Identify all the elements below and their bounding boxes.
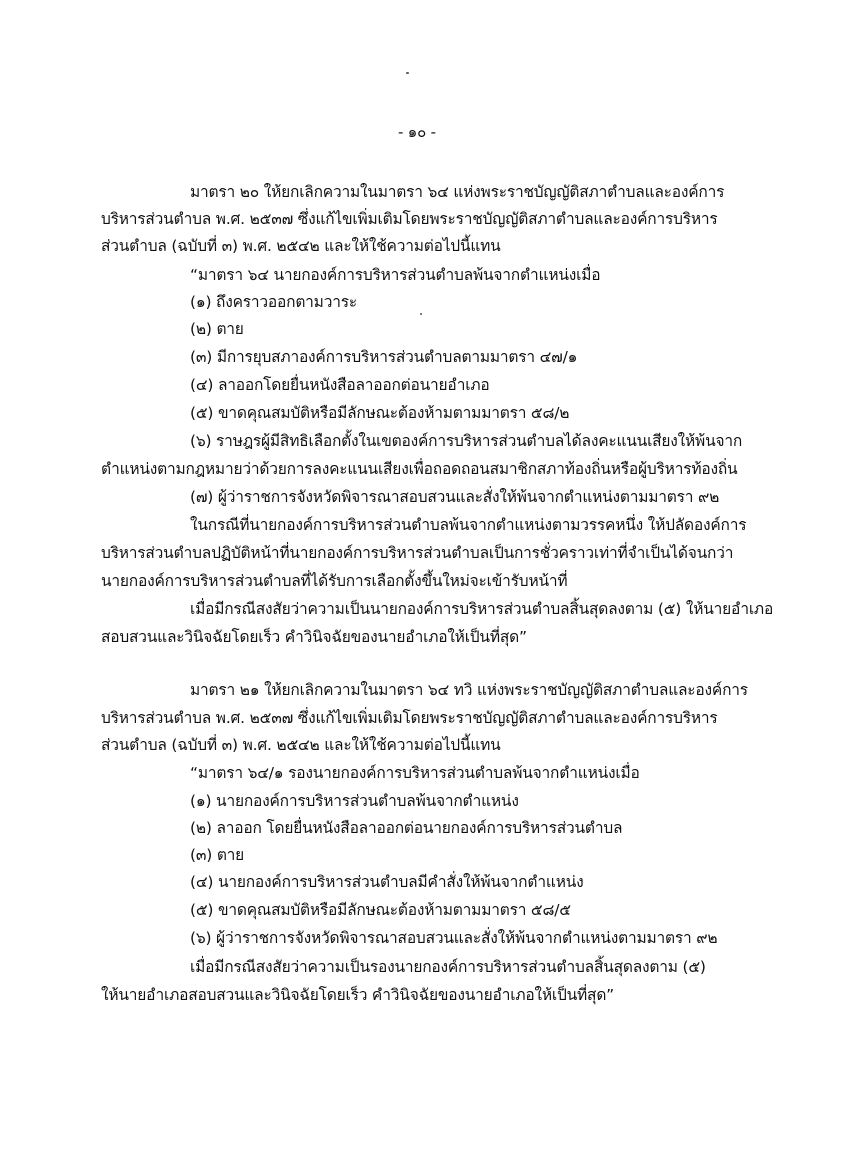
section-64-1-item-1: (๑) นายกองค์การบริหารส่วนตำบลพ้นจากตำแหน่ง (190, 792, 519, 810)
section-64-item-7: (๗) ผู้ว่าราชการจังหวัดพิจารณาสอบสวนและสั่งให้พ้นจากตำแหน่งตามมาตรา ๙๒ (190, 488, 720, 506)
scan-speck (406, 72, 409, 74)
section-64-1-para-1-line-1: เมื่อมีกรณีสงสัยว่าความเป็นรองนายกองค์การบริหารส่วนตำบลสิ้นสุดลงตาม (๕) (190, 958, 706, 976)
section-64-1-item-5: (๕) ขาดคุณสมบัติหรือมีลักษณะต้องห้ามตามมาตรา ๕๘/๕ (190, 901, 571, 919)
section-64-para-2-line-1: เมื่อมีกรณีสงสัยว่าความเป็นนายกองค์การบริหารส่วนตำบลสิ้นสุดลงตาม (๕) ให้นายอำเภอ (190, 600, 774, 618)
section-20-intro-line-3: ส่วนตำบล (ฉบับที่ ๓) พ.ศ. ๒๕๔๒ และให้ใช้ความต่อไปนี้แทน (101, 237, 501, 255)
section-64-1-item-6: (๖) ผู้ว่าราชการจังหวัดพิจารณาสอบสวนและสั่งให้พ้นจากตำแหน่งตามมาตรา ๙๒ (190, 929, 718, 947)
section-64-1-item-4: (๔) นายกองค์การบริหารส่วนตำบลมีคำสั่งให้พ้นจากตำแหน่ง (190, 873, 584, 891)
scan-speck (420, 313, 422, 315)
section-64-1-heading: “มาตรา ๖๔/๑ รองนายกองค์การบริหารส่วนตำบลพ้นจากตำแหน่งเมื่อ (190, 764, 640, 782)
section-64-item-4: (๔) ลาออกโดยยื่นหนังสือลาออกต่อนายอำเภอ (190, 376, 490, 394)
section-64-item-1: (๑) ถึงคราวออกตามวาระ (190, 293, 357, 311)
section-64-1-item-3: (๓) ตาย (190, 846, 245, 864)
section-64-1-para-1-line-2: ให้นายอำเภอสอบสวนและวินิจฉัยโดยเร็ว คำวินิจฉัยของนายอำเภอให้เป็นที่สุด” (101, 986, 615, 1004)
section-20-intro-line-1: มาตรา ๒๐ ให้ยกเลิกความในมาตรา ๖๔ แห่งพระราชบัญญัติสภาตำบลและองค์การ (190, 183, 725, 201)
section-21-intro-line-1: มาตรา ๒๑ ให้ยกเลิกความในมาตรา ๖๔ ทวิ แห่งพระราชบัญญัติสภาตำบลและองค์การ (190, 681, 748, 699)
section-20-intro-line-2: บริหารส่วนตำบล พ.ศ. ๒๕๓๗ ซึ่งแก้ไขเพิ่มเติมโดยพระราชบัญญัติสภาตำบลและองค์การบริหาร (101, 210, 718, 228)
section-21-intro-line-2: บริหารส่วนตำบล พ.ศ. ๒๕๓๗ ซึ่งแก้ไขเพิ่มเติมโดยพระราชบัญญัติสภาตำบลและองค์การบริหาร (101, 709, 718, 727)
section-64-item-6: (๖) ราษฎรผู้มีสิทธิเลือกตั้งในเขตองค์การบริหารส่วนตำบลได้ลงคะแนนเสียงให้พ้นจาก (190, 432, 743, 450)
section-64-item-3: (๓) มีการยุบสภาองค์การบริหารส่วนตำบลตามมาตรา ๔๗/๑ (190, 348, 578, 366)
section-64-para-1-line-3: นายกองค์การบริหารส่วนตำบลที่ได้รับการเลือกตั้งขึ้นใหม่จะเข้ารับหน้าที่ (101, 572, 568, 590)
section-64-item-2: (๒) ตาย (190, 320, 244, 338)
section-64-para-2-line-2: สอบสวนและวินิจฉัยโดยเร็ว คำวินิจฉัยของนายอำเภอให้เป็นที่สุด” (101, 628, 527, 646)
page-number: - ๑๐ - (398, 123, 436, 141)
section-64-heading: “มาตรา ๖๔ นายกองค์การบริหารส่วนตำบลพ้นจากตำแหน่งเมื่อ (190, 266, 601, 284)
section-64-item-5: (๕) ขาดคุณสมบัติหรือมีลักษณะต้องห้ามตามมาตรา ๕๘/๒ (190, 404, 570, 422)
section-64-1-item-2: (๒) ลาออก โดยยื่นหนังสือลาออกต่อนายกองค์การบริหารส่วนตำบล (190, 819, 623, 837)
section-64-para-1-line-1: ในกรณีที่นายกองค์การบริหารส่วนตำบลพ้นจากตำแหน่งตามวรรคหนึ่ง ให้ปลัดองค์การ (190, 516, 747, 534)
section-64-para-1-line-2: บริหารส่วนตำบลปฏิบัติหน้าที่นายกองค์การบริหารส่วนตำบลเป็นการชั่วคราวเท่าที่จำเป็นได้จนกว่า (101, 544, 734, 562)
section-64-item-6-cont: ตำแหน่งตามกฎหมายว่าด้วยการลงคะแนนเสียงเพื่อถอดถอนสมาชิกสภาท้องถิ่นหรือผู้บริหารท้องถิ่น (101, 460, 738, 478)
section-21-intro-line-3: ส่วนตำบล (ฉบับที่ ๓) พ.ศ. ๒๕๔๒ และให้ใช้ความต่อไปนี้แทน (101, 736, 501, 754)
